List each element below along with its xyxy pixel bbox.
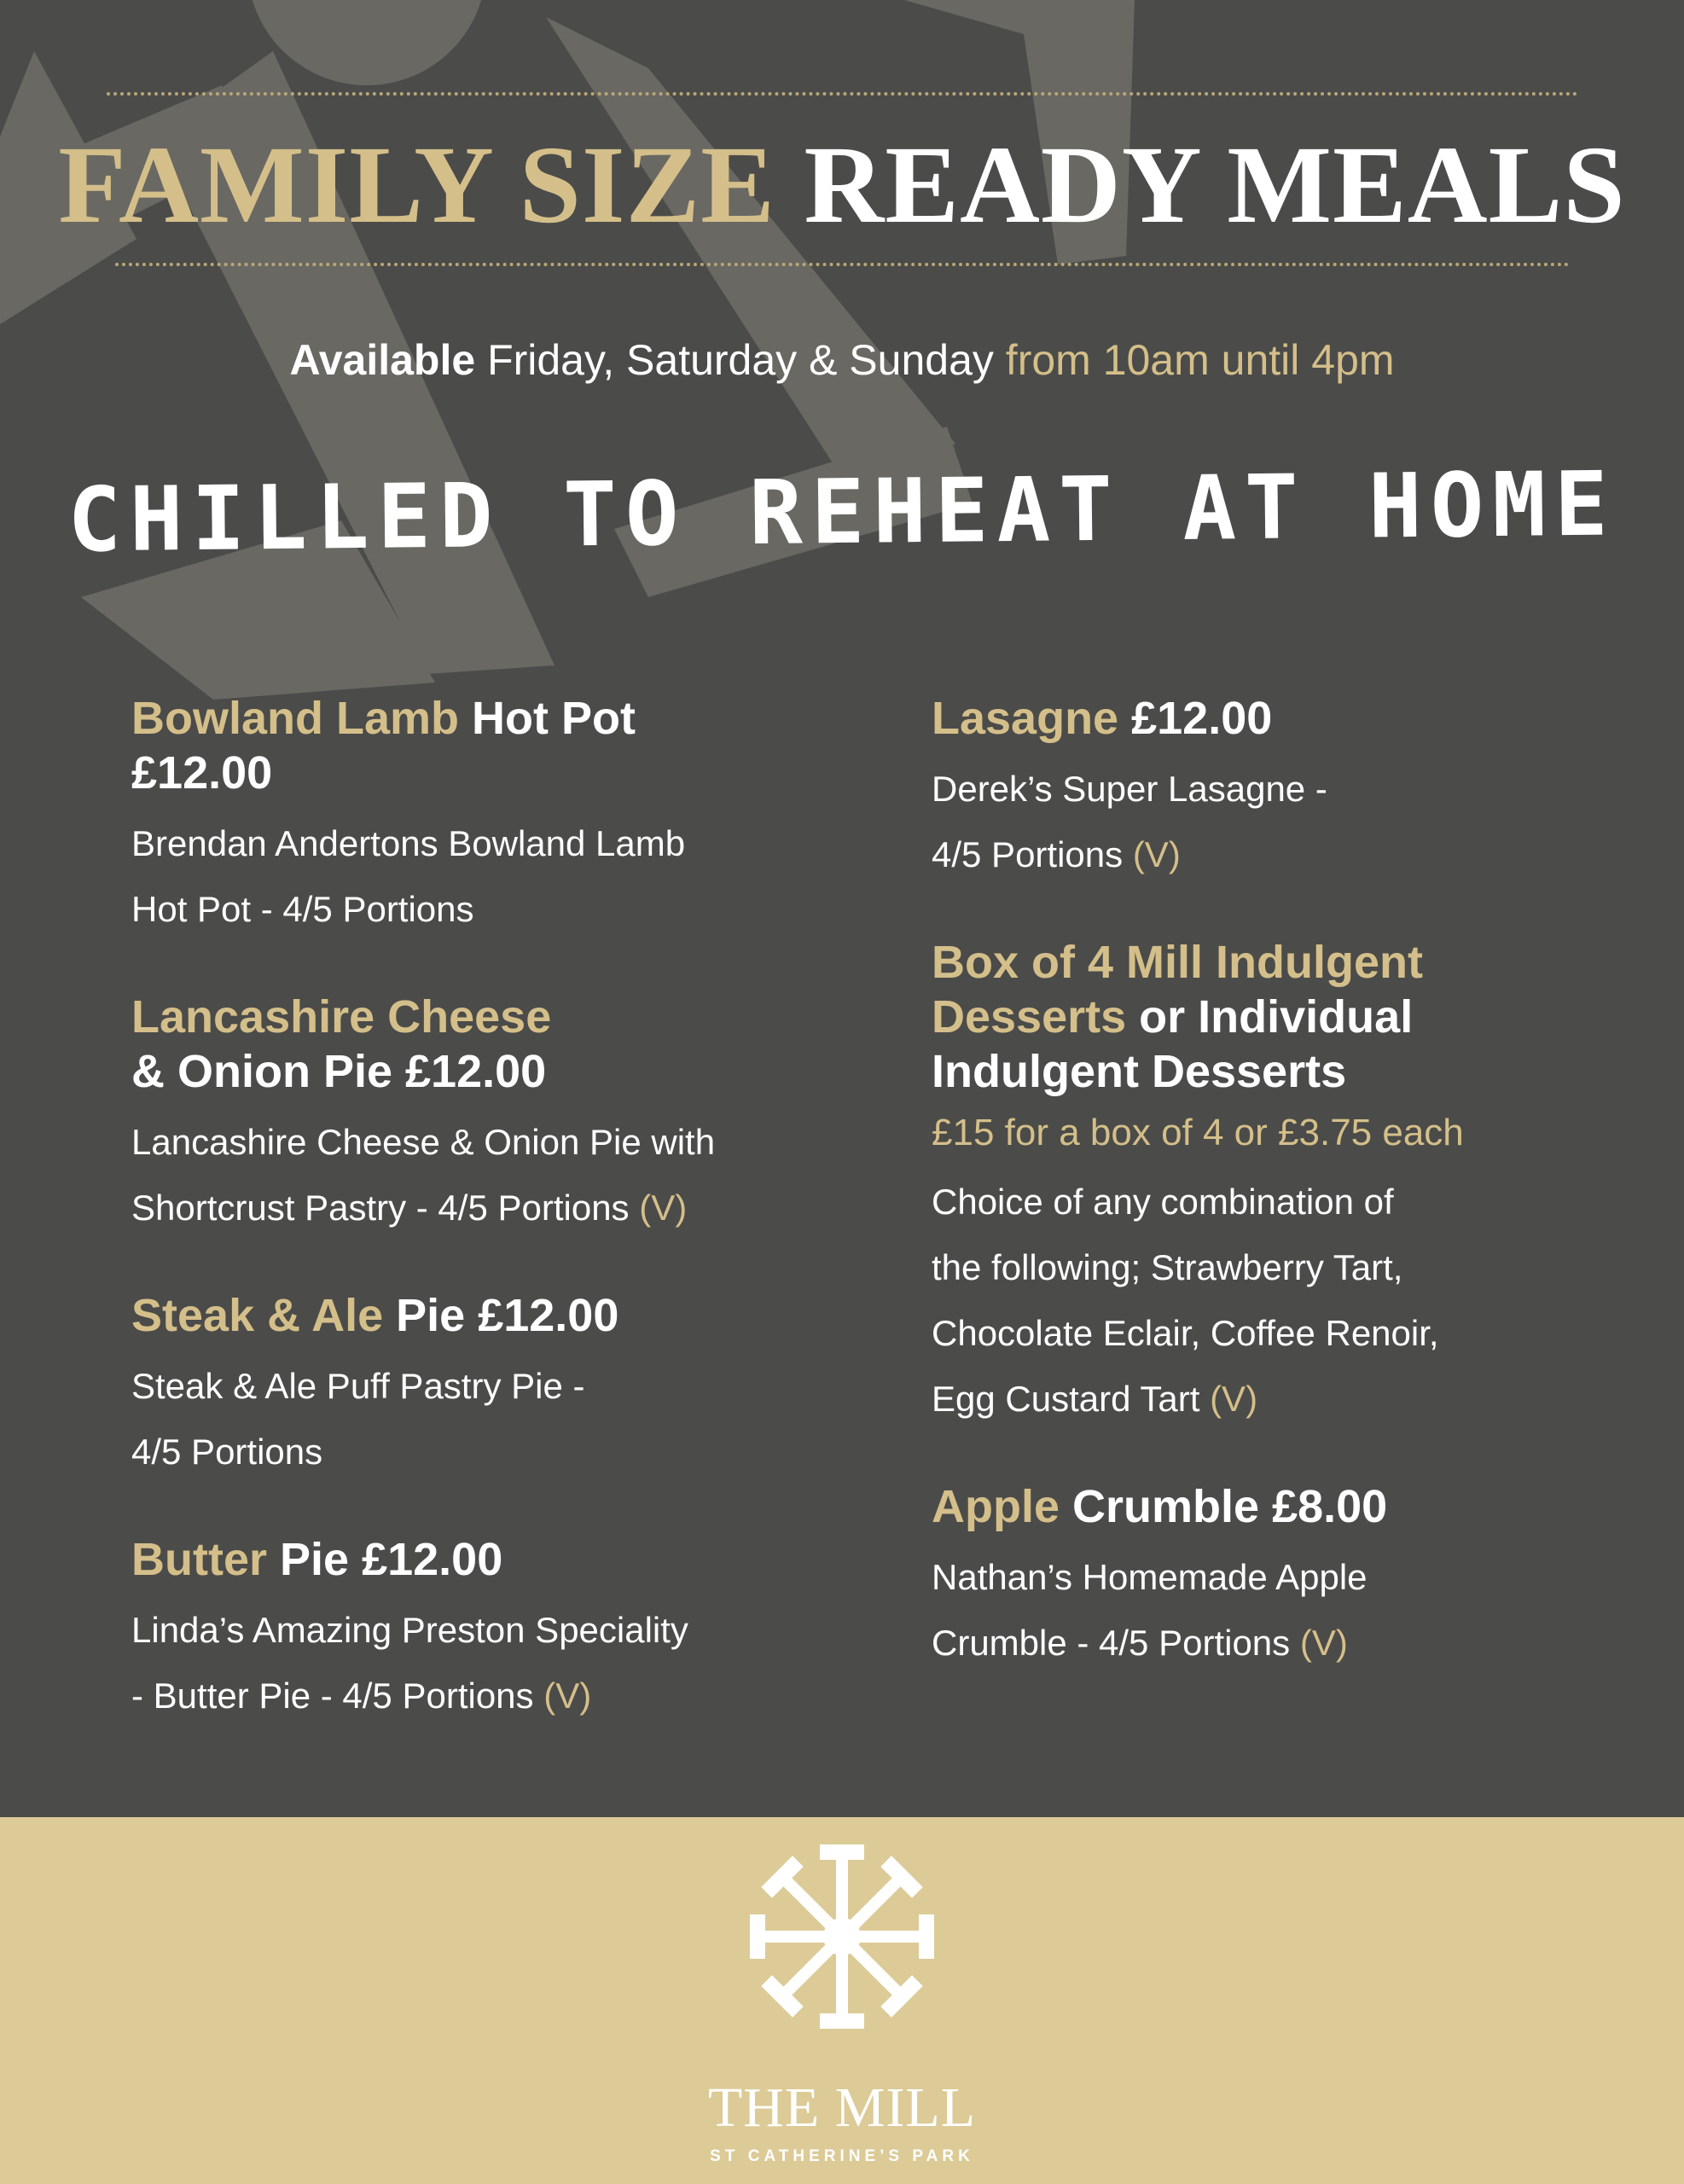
item-price: £12.00	[131, 747, 273, 799]
subheading-chilled: CHILLED TO REHEAT AT HOME	[67, 451, 1617, 572]
item-description	[131, 1597, 831, 1728]
item-name-gold: Desserts	[932, 991, 1127, 1043]
menu-item-apple-crumble	[932, 1479, 1597, 1676]
desc-line: Lancashire Cheese & Onion Pie with	[131, 1122, 716, 1162]
menu-column-left	[131, 691, 831, 1776]
desc-line: the following; Strawberry Tart,	[932, 1247, 1403, 1287]
item-name-gold: Butter	[131, 1534, 267, 1585]
item-name-white: & Onion Pie £12.00	[131, 1046, 547, 1097]
brand-name: THE MILL	[707, 2077, 977, 2139]
mill-wheel-icon	[744, 1838, 940, 2035]
vegetarian-marker: (V)	[1299, 1623, 1348, 1663]
item-title	[932, 935, 1597, 1099]
item-title	[932, 691, 1597, 746]
item-name-white: Hot Pot	[472, 693, 636, 744]
item-description	[131, 1353, 831, 1484]
menu-item-cheese-onion-pie	[131, 990, 831, 1240]
item-title	[131, 1288, 831, 1343]
bottom-dotted-divider	[115, 263, 1570, 266]
item-name-gold: Box of 4 Mill Indulgent	[932, 937, 1423, 988]
menu-item-indulgent-desserts	[932, 935, 1597, 1432]
item-title	[131, 691, 831, 800]
item-title	[131, 990, 831, 1099]
menu-item-lamb-hot-pot	[131, 691, 831, 942]
item-name-white: Pie £12.00	[280, 1534, 503, 1585]
title-part-gold: FAMILY SIZE	[58, 124, 775, 247]
vegetarian-marker: (V)	[543, 1676, 592, 1716]
item-name-gold: Bowland Lamb	[131, 693, 460, 744]
desc-line: Chocolate Eclair, Coffee Renoir,	[932, 1313, 1439, 1353]
desc-line: Egg Custard Tart	[932, 1379, 1200, 1419]
item-name-gold: Apple	[932, 1481, 1060, 1532]
desc-line: Derek’s Super Lasagne -	[932, 769, 1327, 809]
menu-item-butter-pie	[131, 1532, 831, 1728]
item-name-white: Indulgent Desserts	[932, 1046, 1347, 1097]
vegetarian-marker: (V)	[639, 1188, 688, 1228]
vegetarian-marker: (V)	[1210, 1379, 1258, 1419]
desc-line: Crumble - 4/5 Portions	[932, 1623, 1291, 1663]
item-description	[932, 1544, 1597, 1676]
page-title	[0, 121, 1684, 249]
item-price-line: £15 for a box of 4 or £3.75 each	[932, 1112, 1464, 1153]
desc-line: Nathan’s Homemade Apple	[932, 1557, 1368, 1597]
desc-line: Brendan Andertons Bowland Lamb	[131, 823, 686, 863]
menu-column-right	[932, 691, 1597, 1723]
item-name-white: Crumble £8.00	[1072, 1481, 1388, 1532]
menu-item-steak-ale-pie	[131, 1288, 831, 1484]
availability-label: Available	[289, 336, 476, 384]
item-description	[131, 1109, 831, 1240]
availability-days: Friday, Saturday & Sunday	[487, 336, 994, 384]
menu-item-lasagne	[932, 691, 1597, 887]
availability-line	[0, 333, 1684, 387]
desc-line: Shortcrust Pastry - 4/5 Portions	[131, 1188, 630, 1228]
desc-line: - Butter Pie - 4/5 Portions	[131, 1676, 534, 1716]
desc-line: 4/5 Portions	[131, 1432, 323, 1472]
item-title	[131, 1532, 831, 1587]
top-dotted-divider	[107, 92, 1578, 96]
item-name-gold: Steak & Ale	[131, 1290, 384, 1341]
item-title	[932, 1479, 1597, 1534]
desc-line: Steak & Ale Puff Pastry Pie -	[131, 1366, 585, 1406]
brand-subtitle: ST CATHERINE’S PARK	[710, 2147, 974, 2165]
desc-line: 4/5 Portions	[932, 834, 1124, 874]
item-name-gold: Lasagne	[932, 693, 1119, 744]
desc-line: Choice of any combination of	[932, 1182, 1394, 1222]
item-name-gold: Lancashire Cheese	[131, 991, 552, 1043]
vegetarian-marker: (V)	[1132, 834, 1181, 874]
title-part-white: READY MEALS	[804, 124, 1626, 247]
item-name-white: Pie £12.00	[396, 1290, 619, 1341]
item-description	[131, 810, 831, 942]
desc-line: Linda’s Amazing Preston Speciality	[131, 1610, 688, 1650]
item-name-white: £12.00	[1131, 693, 1273, 744]
item-description	[932, 756, 1597, 887]
item-description	[932, 1169, 1597, 1432]
availability-hours: from 10am until 4pm	[1005, 336, 1395, 384]
desc-line: Hot Pot - 4/5 Portions	[131, 889, 474, 929]
item-name-white: or Individual	[1139, 991, 1414, 1043]
